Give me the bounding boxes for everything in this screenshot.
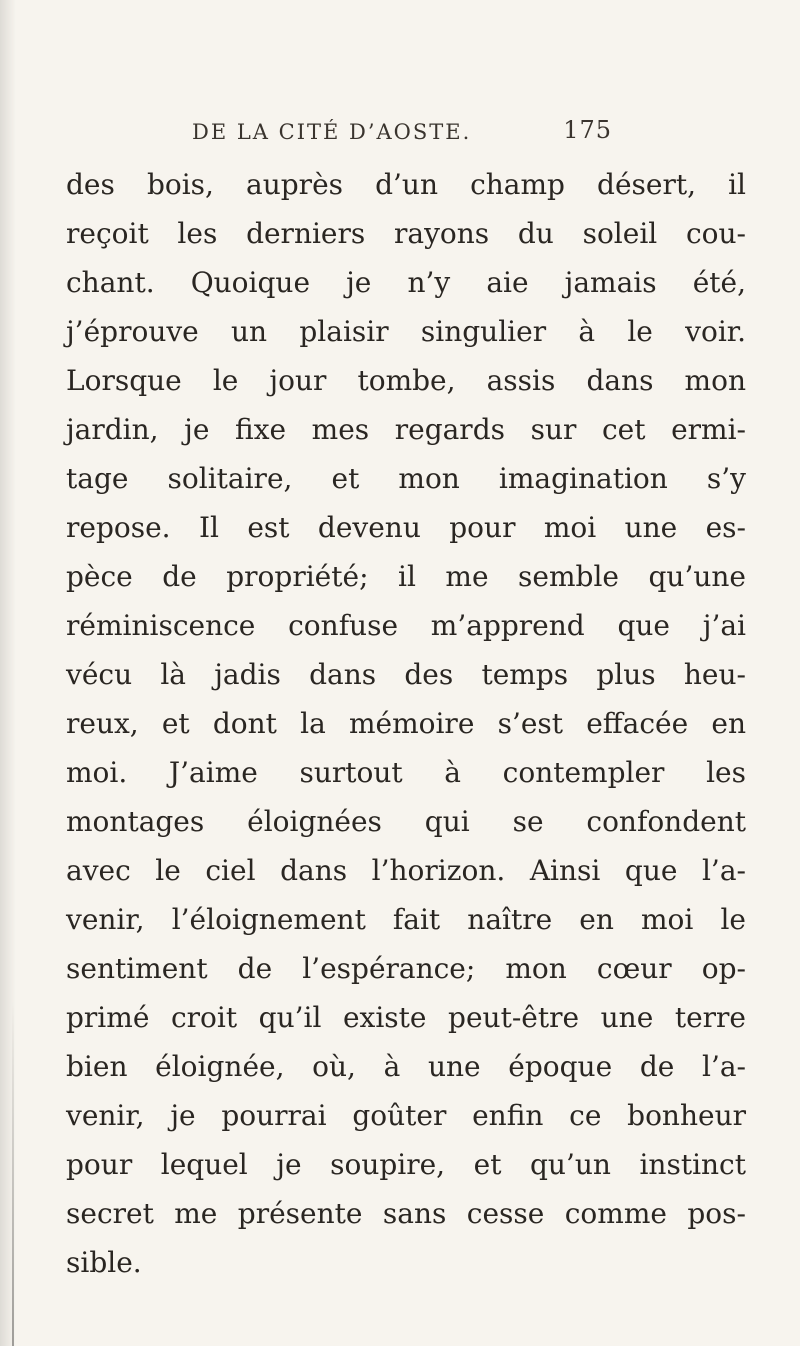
text-line: sentiment de l’espérance; mon cœur op- bbox=[66, 952, 746, 985]
text-line-last: sible. bbox=[66, 1246, 142, 1279]
text-line: montages éloignées qui se confondent bbox=[66, 805, 746, 838]
text-line: venir, je pourrai goûter enfin ce bonheur bbox=[66, 1099, 746, 1132]
text-line: pour lequel je soupire, et qu’un instinct bbox=[66, 1148, 746, 1181]
text-line: bien éloignée, où, à une époque de l’a- bbox=[66, 1050, 746, 1083]
text-line: pèce de propriété; il me semble qu’une bbox=[66, 560, 746, 593]
page-number: 175 bbox=[563, 116, 612, 144]
text-line: repose. Il est devenu pour moi une es- bbox=[66, 511, 746, 544]
text-line: venir, l’éloignement fait naître en moi le bbox=[66, 903, 746, 936]
text-line: reux, et dont la mémoire s’est effacée en bbox=[66, 707, 746, 740]
text-line: réminiscence confuse m’apprend que j’ai bbox=[66, 609, 746, 642]
running-title: DE LA CITÉ D’AOSTE. bbox=[192, 120, 472, 144]
text-line: primé croit qu’il existe peut-être une terre bbox=[66, 1001, 746, 1034]
text-line: j’éprouve un plaisir singulier à le voir. bbox=[66, 315, 746, 348]
text-line: jardin, je fixe mes regards sur cet ermi- bbox=[66, 413, 746, 446]
text-line: tage solitaire, et mon imagination s’y bbox=[66, 462, 746, 495]
text-line: chant. Quoique je n’y aie jamais été, bbox=[66, 266, 746, 299]
text-line: secret me présente sans cesse comme pos- bbox=[66, 1197, 746, 1230]
text-line: Lorsque le jour tombe, assis dans mon bbox=[66, 364, 746, 397]
text-line: vécu là jadis dans des temps plus heu- bbox=[66, 658, 746, 691]
text-line: avec le ciel dans l’horizon. Ainsi que l’a- bbox=[66, 854, 746, 887]
binding-edge bbox=[12, 1000, 14, 1346]
text-line: reçoit les derniers rayons du soleil cou- bbox=[66, 217, 746, 250]
text-line: moi. J’aime surtout à contempler les bbox=[66, 756, 746, 789]
body-paragraph bbox=[66, 160, 746, 1287]
text-line: des bois, auprès d’un champ désert, il bbox=[66, 168, 746, 201]
running-head bbox=[192, 116, 612, 152]
